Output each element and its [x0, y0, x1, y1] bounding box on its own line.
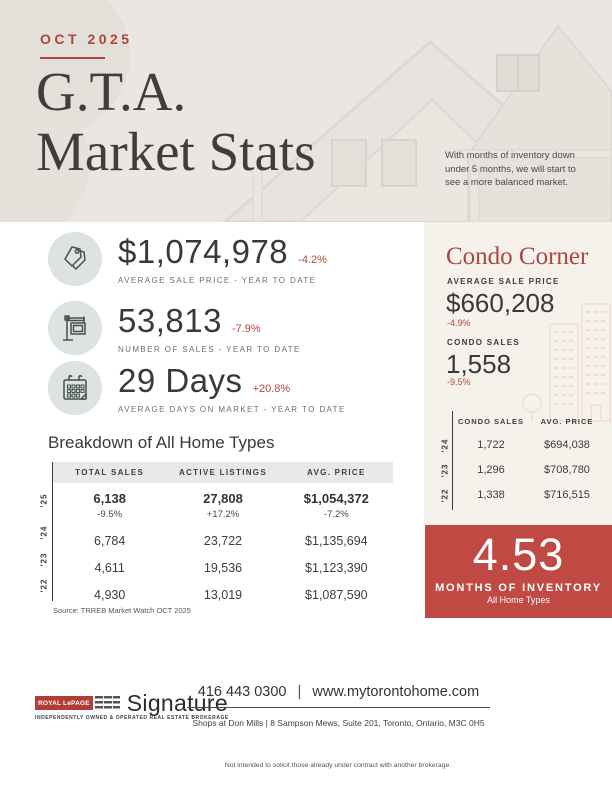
cell-avg-price: $1,123,390	[305, 560, 368, 575]
table-row	[53, 554, 393, 581]
condo-sales-change: -9.5%	[447, 377, 471, 387]
table-row	[53, 483, 393, 506]
condo-corner-title: Condo Corner	[446, 243, 589, 270]
table-row-changes	[53, 509, 393, 527]
year-label-25: '25	[39, 493, 49, 508]
change-avg-price: -7.2%	[323, 509, 349, 520]
office-address: Shops at Don Mills | 8 Sampson Mews, Suite 201, Toronto, Ontario, M3C 0H5	[192, 718, 485, 728]
days-on-market-value: 29 Days	[118, 362, 243, 399]
number-of-sales-label: NUMBER OF SALES - YEAR TO DATE	[118, 345, 301, 354]
table-row	[453, 482, 605, 507]
table-row	[53, 527, 393, 554]
royal-lepage-wordmark: ROYAL LePAGE	[35, 696, 93, 710]
year-label-23: '23	[39, 552, 49, 567]
months-of-inventory-sublabel: All Home Types	[487, 595, 550, 605]
condo-avg-price-value: $660,208	[446, 288, 555, 318]
price-tags-icon	[48, 232, 102, 286]
stat-days-on-market	[48, 361, 346, 415]
issue-date: OCT 2025	[40, 31, 133, 47]
days-on-market-change: +20.8%	[252, 383, 291, 395]
condo-avg-price-label: AVERAGE SALE PRICE	[447, 277, 560, 286]
table-row	[53, 581, 393, 608]
signature-wordmark: Signature	[126, 689, 228, 716]
breakdown-table	[39, 462, 393, 602]
average-sale-price-value: $1,074,978	[118, 233, 289, 270]
date-underline	[40, 57, 105, 59]
condo-history-table	[440, 411, 605, 510]
year-label-23: '23	[440, 463, 450, 478]
breakdown-table-header	[53, 462, 393, 483]
condo-sales-value: 1,558	[446, 349, 512, 379]
year-label-24: '24	[440, 438, 450, 453]
months-of-inventory-label: MONTHS OF INVENTORY	[435, 582, 602, 594]
change-active-listings: +17.2%	[206, 509, 240, 520]
average-sale-price-change: -4.2%	[298, 254, 327, 266]
breakdown-title: Breakdown of All Home Types	[48, 433, 275, 452]
cell-avg-price: $1,054,372	[303, 491, 369, 506]
col-total-sales: TOTAL SALES	[75, 468, 145, 477]
cell-condo-avg-price: $716,515	[544, 488, 590, 501]
average-sale-price-label: AVERAGE SALE PRICE - YEAR TO DATE	[118, 276, 317, 285]
cell-condo-sales: 1,338	[477, 488, 505, 501]
days-on-market-label: AVERAGE DAYS ON MARKET - YEAR TO DATE	[118, 405, 346, 414]
cell-active-listings: 13,019	[203, 587, 243, 602]
stat-average-sale-price	[48, 232, 327, 286]
separator-bar: |	[297, 683, 302, 700]
cell-condo-sales: 1,722	[477, 438, 505, 451]
number-of-sales-value: 53,813	[118, 302, 222, 339]
cell-avg-price: $1,087,590	[305, 587, 368, 602]
source-note: Source: TRREB Market Watch OCT 2025	[53, 606, 191, 615]
header	[0, 0, 612, 222]
months-of-inventory-box	[425, 525, 612, 618]
cell-avg-price: $1,135,694	[305, 533, 368, 548]
condo-sales-label: CONDO SALES	[447, 338, 520, 347]
col-condo-avg-price: AVG. PRICE	[540, 417, 594, 426]
brokerage-tagline: INDEPENDENTLY OWNED & OPERATED REAL ESTATE BROKERAGE	[35, 715, 229, 721]
royal-lepage-stripes-icon	[94, 696, 120, 710]
months-of-inventory-value: 4.53	[472, 529, 565, 580]
phone-number: 416 443 0300	[197, 683, 287, 700]
condo-avg-price-change: -4.9%	[447, 318, 471, 328]
title-line-2: Market Stats	[36, 121, 316, 182]
year-label-22: '22	[440, 488, 450, 503]
cell-total-sales: 4,930	[94, 587, 126, 602]
table-row	[453, 457, 605, 482]
cell-active-listings: 19,536	[203, 560, 243, 575]
cell-condo-avg-price: $708,780	[544, 463, 590, 476]
cell-condo-avg-price: $694,038	[544, 438, 590, 451]
col-active-listings: ACTIVE LISTINGS	[179, 468, 267, 477]
disclaimer-text: Not intended to solicit those already under contract with another brokerage.	[224, 762, 452, 769]
inventory-note: With months of inventory down under 5 months, we will start to see a more balanced market.	[445, 150, 576, 188]
cell-active-listings: 23,722	[203, 533, 243, 548]
stat-number-of-sales	[48, 301, 301, 355]
change-total-sales: -9.5%	[97, 509, 123, 520]
calendar-icon	[48, 361, 102, 415]
table-row	[453, 432, 605, 457]
website-link[interactable]: www.mytorontohome.com	[312, 683, 480, 700]
year-label-24: '24	[39, 525, 49, 540]
cell-total-sales: 6,138	[93, 491, 126, 506]
col-avg-price: AVG. PRICE	[307, 468, 366, 477]
title-line-1: G.T.A.	[36, 61, 187, 122]
condo-table-header	[453, 411, 605, 426]
cell-total-sales: 6,784	[94, 533, 126, 548]
number-of-sales-change: -7.9%	[231, 323, 261, 335]
year-label-22: '22	[39, 578, 49, 593]
cell-condo-sales: 1,296	[477, 463, 505, 476]
for-sale-sign-icon	[48, 301, 102, 355]
page-title	[36, 62, 316, 182]
col-condo-sales: CONDO SALES	[457, 417, 524, 426]
cell-total-sales: 4,611	[94, 560, 125, 575]
cell-active-listings: 27,808	[203, 491, 243, 506]
contact-block	[187, 683, 490, 728]
